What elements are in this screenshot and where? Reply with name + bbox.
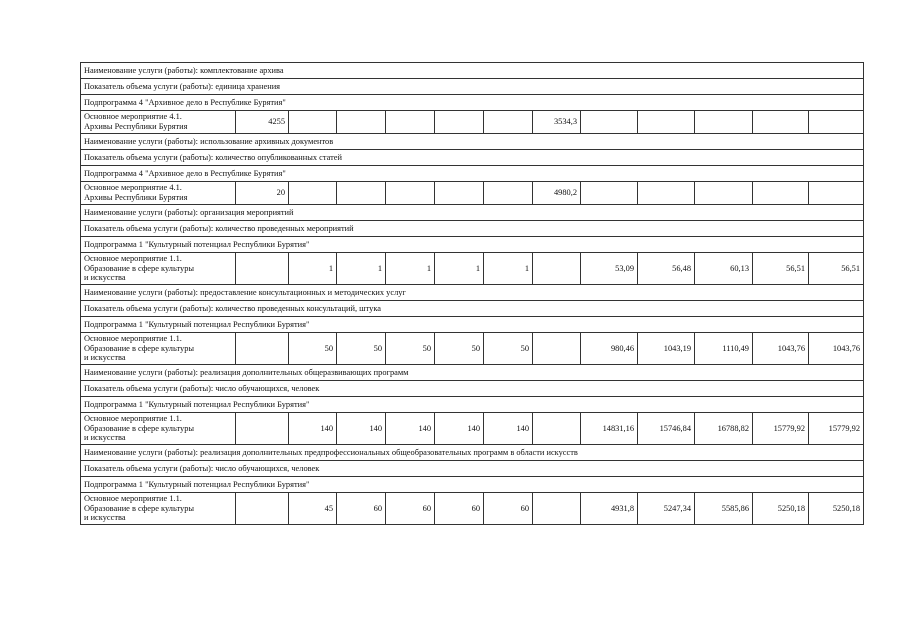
section-header-text: Наименование услуги (работы): использование архивных документов xyxy=(81,134,864,150)
section-header-row xyxy=(81,381,864,397)
value-cell xyxy=(533,493,581,525)
value-cell xyxy=(638,111,695,134)
value-cell: 1 xyxy=(435,253,484,285)
section-header-text: Наименование услуги (работы): предоставление консультационных и методических услуг xyxy=(81,285,864,301)
activity-label-line: Образование в сфере культуры xyxy=(84,503,195,513)
value-cell: 1110,49 xyxy=(695,333,753,365)
section-header-text: Наименование услуги (работы): реализация дополнительных общеразвивающих программ xyxy=(81,365,864,381)
value-cell: 1043,76 xyxy=(809,333,864,365)
value-cell: 4980,2 xyxy=(533,182,581,205)
value-cell: 140 xyxy=(386,413,435,445)
value-cell xyxy=(236,333,289,365)
section-header-row xyxy=(81,397,864,413)
section-header-text: Наименование услуги (работы): организация мероприятий xyxy=(81,205,864,221)
value-cell xyxy=(289,182,337,205)
value-cell: 50 xyxy=(484,333,533,365)
section-header-row xyxy=(81,317,864,333)
value-cell xyxy=(484,111,533,134)
value-cell xyxy=(533,333,581,365)
value-cell xyxy=(809,111,864,134)
section-header-row xyxy=(81,237,864,253)
section-header-text: Подпрограмма 1 "Культурный потенциал Республики Бурятия" xyxy=(81,237,864,253)
value-cell xyxy=(533,253,581,285)
value-cell xyxy=(695,182,753,205)
value-cell: 5247,34 xyxy=(638,493,695,525)
value-cell xyxy=(809,182,864,205)
table-row xyxy=(81,111,864,134)
value-cell: 980,46 xyxy=(581,333,638,365)
section-header-text: Наименование услуги (работы): комплектование архива xyxy=(81,63,864,79)
value-cell: 50 xyxy=(386,333,435,365)
activity-label xyxy=(81,493,236,525)
section-header-text: Подпрограмма 1 "Культурный потенциал Республики Бурятия" xyxy=(81,397,864,413)
value-cell: 56,51 xyxy=(809,253,864,285)
value-cell: 56,48 xyxy=(638,253,695,285)
activity-label-line: Основное мероприятие 4.1. xyxy=(84,183,182,193)
value-cell: 60 xyxy=(337,493,386,525)
activity-label-line: Архивы Республики Бурятия xyxy=(84,122,188,131)
table-row xyxy=(81,333,864,365)
section-header-text: Подпрограмма 4 "Архивное дело в Республике Бурятия" xyxy=(81,95,864,111)
value-cell xyxy=(236,493,289,525)
value-cell: 140 xyxy=(435,413,484,445)
value-cell xyxy=(337,182,386,205)
activity-label-line: Архивы Республики Бурятия xyxy=(84,193,188,202)
value-cell: 1 xyxy=(289,253,337,285)
value-cell: 140 xyxy=(337,413,386,445)
section-header-text: Показатель объема услуги (работы): количество опубликованных статей xyxy=(81,150,864,166)
activity-label-line: Основное мероприятие 1.1. xyxy=(84,334,182,344)
value-cell: 1 xyxy=(386,253,435,285)
value-cell: 53,09 xyxy=(581,253,638,285)
value-cell: 1043,76 xyxy=(753,333,809,365)
value-cell: 50 xyxy=(337,333,386,365)
value-cell: 60 xyxy=(386,493,435,525)
section-header-row xyxy=(81,365,864,381)
value-cell xyxy=(484,182,533,205)
value-cell: 20 xyxy=(236,182,289,205)
activity-label-line: и искусства xyxy=(84,433,126,443)
activity-label xyxy=(81,182,236,205)
value-cell xyxy=(638,182,695,205)
section-header-row xyxy=(81,150,864,166)
activity-label xyxy=(81,253,236,285)
value-cell: 1 xyxy=(484,253,533,285)
section-header-text: Подпрограмма 1 "Культурный потенциал Республики Бурятия" xyxy=(81,317,864,333)
activity-label-line: и искусства xyxy=(84,513,126,523)
section-header-text: Показатель объема услуги (работы): количество проведенных мероприятий xyxy=(81,221,864,237)
table-row xyxy=(81,413,864,445)
value-cell: 140 xyxy=(289,413,337,445)
activity-label-line: и искусства xyxy=(84,353,126,363)
value-cell: 5250,18 xyxy=(809,493,864,525)
value-cell: 15746,84 xyxy=(638,413,695,445)
activity-label-line: Основное мероприятие 1.1. xyxy=(84,254,182,264)
section-header-row xyxy=(81,221,864,237)
section-header-text: Показатель объема услуги (работы): число обучающихся, человек xyxy=(81,381,864,397)
value-cell: 56,51 xyxy=(753,253,809,285)
value-cell xyxy=(695,111,753,134)
table-row xyxy=(81,253,864,285)
section-header-row xyxy=(81,205,864,221)
section-header-text: Подпрограмма 4 "Архивное дело в Республике Бурятия" xyxy=(81,166,864,182)
value-cell: 1043,19 xyxy=(638,333,695,365)
activity-label xyxy=(81,111,236,134)
section-header-row xyxy=(81,477,864,493)
value-cell xyxy=(236,253,289,285)
section-header-row xyxy=(81,79,864,95)
section-header-text: Показатель объема услуги (работы): единица хранения xyxy=(81,79,864,95)
value-cell xyxy=(337,111,386,134)
value-cell: 5250,18 xyxy=(753,493,809,525)
activity-label-line: Основное мероприятие 1.1. xyxy=(84,414,182,424)
activity-label-line: Образование в сфере культуры xyxy=(84,423,195,433)
value-cell xyxy=(533,413,581,445)
table-row xyxy=(81,493,864,525)
activity-label-line: Образование в сфере культуры xyxy=(84,263,195,273)
value-cell: 140 xyxy=(484,413,533,445)
value-cell: 15779,92 xyxy=(809,413,864,445)
value-cell: 4255 xyxy=(236,111,289,134)
value-cell: 60 xyxy=(435,493,484,525)
value-cell xyxy=(581,111,638,134)
value-cell: 45 xyxy=(289,493,337,525)
value-cell xyxy=(581,182,638,205)
section-header-row xyxy=(81,445,864,461)
value-cell: 1 xyxy=(337,253,386,285)
value-cell xyxy=(435,182,484,205)
section-header-row xyxy=(81,134,864,150)
value-cell: 4931,8 xyxy=(581,493,638,525)
value-cell: 16788,82 xyxy=(695,413,753,445)
section-header-text: Показатель объема услуги (работы): число обучающихся, человек xyxy=(81,461,864,477)
section-header-row xyxy=(81,301,864,317)
value-cell xyxy=(386,182,435,205)
activity-label-line: Основное мероприятие 1.1. xyxy=(84,494,182,504)
activity-label xyxy=(81,333,236,365)
value-cell xyxy=(435,111,484,134)
section-header-text: Подпрограмма 1 "Культурный потенциал Республики Бурятия" xyxy=(81,477,864,493)
value-cell: 50 xyxy=(435,333,484,365)
value-cell: 50 xyxy=(289,333,337,365)
activity-label-line: Основное мероприятие 4.1. xyxy=(84,112,182,122)
value-cell: 15779,92 xyxy=(753,413,809,445)
value-cell: 60 xyxy=(484,493,533,525)
value-cell: 5585,86 xyxy=(695,493,753,525)
value-cell xyxy=(753,111,809,134)
value-cell: 60,13 xyxy=(695,253,753,285)
value-cell xyxy=(386,111,435,134)
section-header-text: Наименование услуги (работы): реализация дополнительных предпрофессиональных общеобразовательных программ в области искусств xyxy=(81,445,864,461)
section-header-row xyxy=(81,63,864,79)
value-cell: 3534,3 xyxy=(533,111,581,134)
section-header-row xyxy=(81,95,864,111)
activity-label xyxy=(81,413,236,445)
section-header-row xyxy=(81,285,864,301)
activity-label-line: Образование в сфере культуры xyxy=(84,343,195,353)
value-cell xyxy=(289,111,337,134)
value-cell xyxy=(753,182,809,205)
section-header-row xyxy=(81,461,864,477)
activity-label-line: и искусства xyxy=(84,273,126,283)
table-body xyxy=(81,63,864,525)
section-header-text: Показатель объема услуги (работы): количество проведенных консультаций, штука xyxy=(81,301,864,317)
section-header-row xyxy=(81,166,864,182)
services-table xyxy=(80,62,864,525)
table-row xyxy=(81,182,864,205)
value-cell: 14831,16 xyxy=(581,413,638,445)
value-cell xyxy=(236,413,289,445)
